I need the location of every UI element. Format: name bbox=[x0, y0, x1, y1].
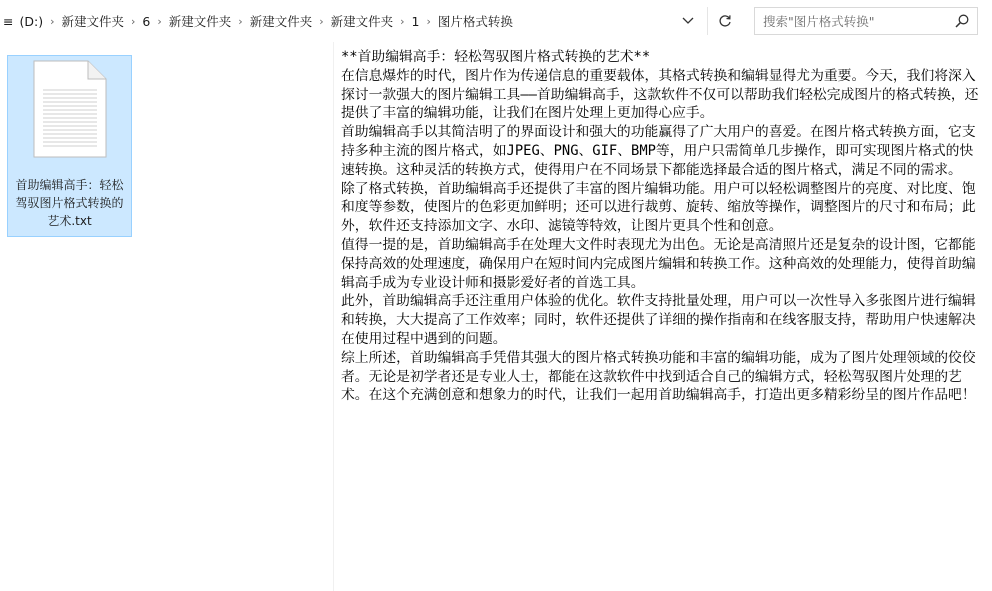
chevron-right-icon[interactable]: › bbox=[319, 14, 324, 28]
file-name-label: 首助编辑高手：轻松驾驭图片格式转换的艺术.txt bbox=[15, 178, 124, 228]
doc-paragraph: 综上所述，首助编辑高手凭借其强大的图片格式转换功能和丰富的编辑功能，成为了图片处理领域的佼佼者。无论是初学者还是专业人士，都能在这款软件中找到适合自己的编辑方式，轻松驾驭图片处理的艺术。在这个充满创意和想象力的时代，让我们一起用首助编辑高手，打造出更多精彩纷呈的图片作品吧！ bbox=[341, 349, 976, 404]
document-text[interactable] bbox=[341, 48, 987, 405]
refresh-button[interactable] bbox=[707, 7, 742, 35]
doc-paragraph: 除了格式转换，首助编辑高手还提供了丰富的图片编辑功能。用户可以轻松调整图片的亮度、对比度、饱和度等参数，使图片的色彩更加鲜明；还可以进行裁剪、旋转、缩放等操作，调整图片的尺寸和布局；此外，软件还支持添加文字、水印、滤镜等特效，让图片更具个性和创意。 bbox=[341, 180, 976, 235]
chevron-right-icon[interactable]: › bbox=[400, 14, 405, 28]
doc-paragraph: 首助编辑高手以其简洁明了的界面设计和强大的功能赢得了广大用户的喜爱。在图片格式转换方面，它支持多种主流的图片格式，如JPEG、PNG、GIF、BMP等，用户只需简单几步操作，即可实现图片格式的快速转换。这种灵活的转换方式，使得用户在不同场景下都能选择最合适的图片格式，满足不同的需求。 bbox=[341, 124, 976, 178]
chevron-down-icon bbox=[682, 17, 694, 25]
breadcrumb-folder-1[interactable]: 新建文件夹 bbox=[61, 14, 124, 29]
doc-title: **首助编辑高手：轻松驾驭图片格式转换的艺术** bbox=[341, 49, 651, 65]
search-icon bbox=[955, 14, 969, 28]
breadcrumb-folder-4[interactable]: 新建文件夹 bbox=[249, 14, 313, 29]
breadcrumb-folder-6[interactable]: 1 bbox=[411, 13, 420, 29]
chevron-right-icon[interactable]: › bbox=[426, 14, 431, 28]
doc-paragraph: 值得一提的是，首助编辑高手在处理大文件时表现尤为出色。无论是高清照片还是复杂的设计图，它都能保持高效的处理速度，确保用户在短时间内完成图片编辑和转换工作。这种高效的处理能力，使得首助编辑高手成为专业设计师和摄影爱好者的首选工具。 bbox=[341, 236, 976, 291]
history-dropdown-button[interactable] bbox=[676, 7, 700, 35]
breadcrumb-current-folder[interactable]: 图片格式转换 bbox=[437, 14, 513, 29]
chevron-right-icon[interactable]: › bbox=[238, 14, 243, 28]
search-input[interactable]: 搜索"图片格式转换" bbox=[763, 14, 875, 29]
search-button[interactable] bbox=[947, 8, 977, 34]
chevron-right-icon[interactable]: › bbox=[50, 14, 55, 28]
breadcrumb-folder-5[interactable]: 新建文件夹 bbox=[330, 14, 394, 29]
breadcrumb-drive[interactable]: (D:) bbox=[19, 13, 44, 29]
breadcrumb-folder-3[interactable]: 新建文件夹 bbox=[168, 14, 232, 29]
doc-paragraph: 此外，首助编辑高手还注重用户体验的优化。软件支持批量处理，用户可以一次性导入多张图片进行编辑和转换，大大提高了工作效率；同时，软件还提供了详细的操作指南和在线客服支持，帮助用户快速解决在使用过程中遇到的问题。 bbox=[341, 293, 976, 347]
chevron-right-icon[interactable]: › bbox=[157, 14, 162, 28]
address-bar[interactable] bbox=[0, 0, 992, 42]
file-item[interactable] bbox=[7, 55, 132, 237]
breadcrumb bbox=[0, 7, 700, 35]
search-box[interactable] bbox=[754, 7, 978, 35]
chevron-right-icon[interactable]: › bbox=[131, 14, 136, 28]
refresh-icon bbox=[717, 13, 733, 29]
text-file-icon bbox=[33, 60, 107, 158]
text-preview-pane[interactable] bbox=[333, 42, 992, 591]
breadcrumb-folder-2[interactable]: 6 bbox=[142, 13, 151, 29]
breadcrumb-fragment: ≡ bbox=[3, 13, 14, 29]
doc-paragraph: 在信息爆炸的时代，图片作为传递信息的重要载体，其格式转换和编辑显得尤为重要。今天，我们将深入探讨一款强大的图片编辑工具——首助编辑高手，这款软件不仅可以帮助我们轻松完成图片的格式转换，还提供了丰富的编辑功能，让我们在图片处理上更加得心应手。 bbox=[341, 67, 979, 122]
